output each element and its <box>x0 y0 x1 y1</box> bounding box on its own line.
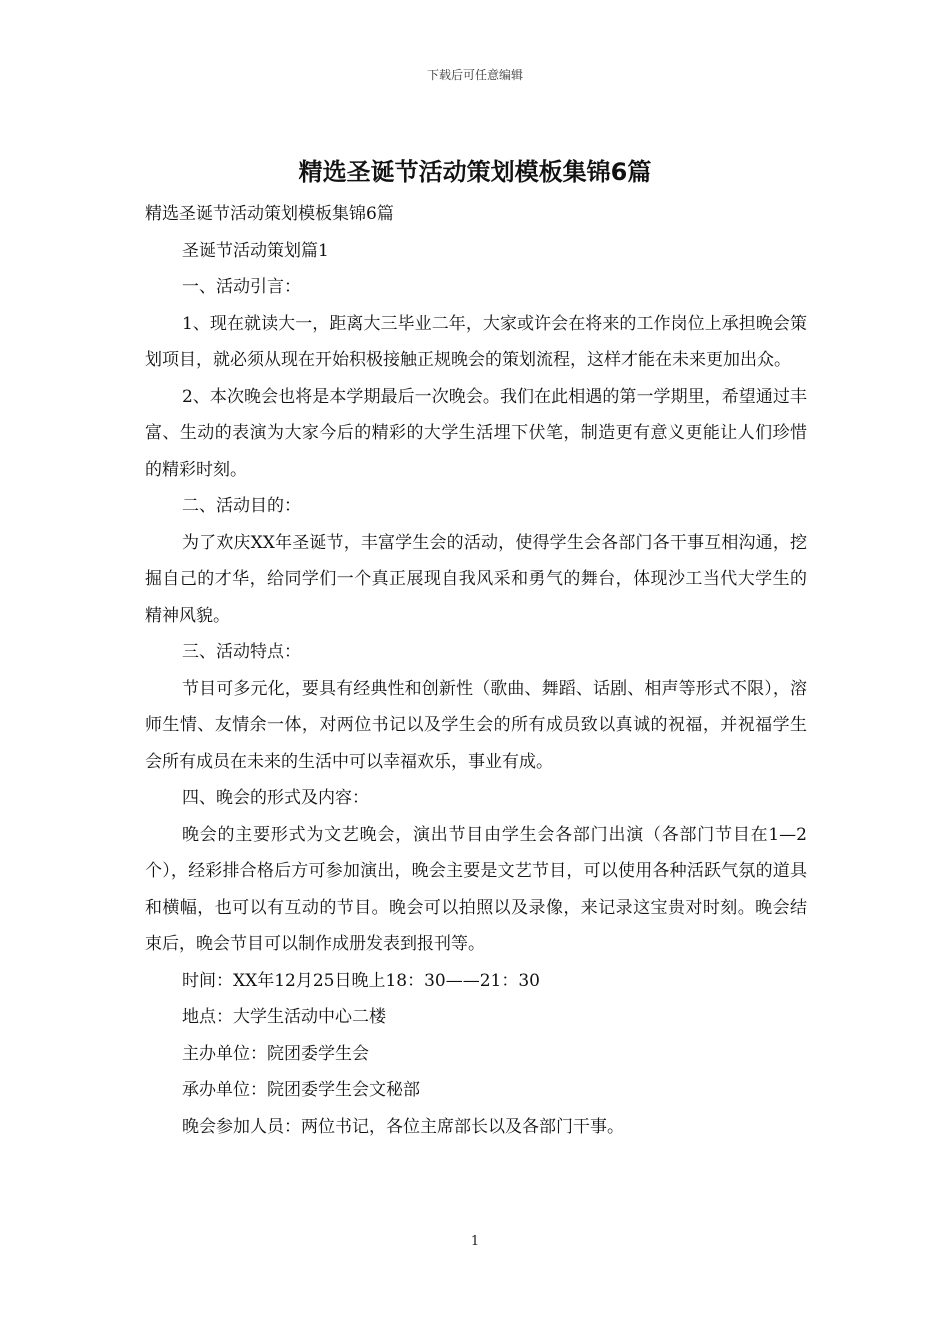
paragraph-intro-1: 1、现在就读大一，距离大三毕业二年，大家或许会在将来的工作岗位上承担晚会策划项目，就必须从现在开始积极接触正规晚会的策划流程，这样才能在未来更加出众。 <box>145 313 807 370</box>
page-number: 1 <box>470 1234 480 1249</box>
paragraph-format: 晚会的主要形式为文艺晚会，演出节目由学生会各部门出演（各部门节目在1—2个），经彩排合格后方可参加演出，晚会主要是文艺节目，可以使用各种活跃气氛的道具和横幅，也可以有互动的节目。晚会可以拍照以及录像，来记录这宝贵对时刻。晚会结束后，晚会节目可以制作成册发表到报刊等。 <box>145 824 807 954</box>
paragraph-location: 地点：大学生活动中心二楼 <box>182 1007 386 1027</box>
paragraph-organizer: 承办单位：院团委学生会文秘部 <box>182 1080 420 1100</box>
paragraph-heading-features: 三、活动特点： <box>182 642 301 662</box>
header-note: 下载后可任意编辑 <box>426 68 523 82</box>
paragraph-intro-2: 2、本次晚会也将是本学期最后一次晚会。我们在此相遇的第一学期里，希望通过丰富、生动的表演为大家今后的精彩的大学生活埋下伏笔，制造更有意义更能让人们珍惜的精彩时刻。 <box>145 386 807 480</box>
paragraph-time: 时间：XX年12月25日晚上18：30——21：30 <box>182 970 540 991</box>
paragraph-heading-format: 四、晚会的形式及内容： <box>182 788 369 808</box>
paragraph-subtitle: 精选圣诞节活动策划模板集锦6篇 <box>145 204 394 224</box>
document-title: 精选圣诞节活动策划模板集锦6篇 <box>298 158 652 186</box>
paragraph-participants: 晚会参加人员：两位书记，各位主席部长以及各部门干事。 <box>182 1116 624 1137</box>
paragraph-host: 主办单位：院团委学生会 <box>182 1043 369 1064</box>
paragraph-heading-intro: 一、活动引言： <box>182 277 301 297</box>
paragraph-section-heading: 圣诞节活动策划篇1 <box>182 240 329 261</box>
paragraph-purpose: 为了欢庆XX年圣诞节，丰富学生会的活动，使得学生会各部门各干事互相沟通，挖掘自己的才华，给同学们一个真正展现自我风采和勇气的舞台，体现沙工当代大学生的精神风貌。 <box>145 532 807 626</box>
paragraph-features: 节目可多元化，要具有经典性和创新性（歌曲、舞蹈、话剧、相声等形式不限），溶师生情、友情余一体，对两位书记以及学生会的所有成员致以真诚的祝福，并祝福学生会所有成员在未来的生活中可以幸福欢乐，事业有成。 <box>145 678 807 772</box>
document-body <box>145 196 807 1145</box>
paragraph-heading-purpose: 二、活动目的： <box>182 496 301 516</box>
